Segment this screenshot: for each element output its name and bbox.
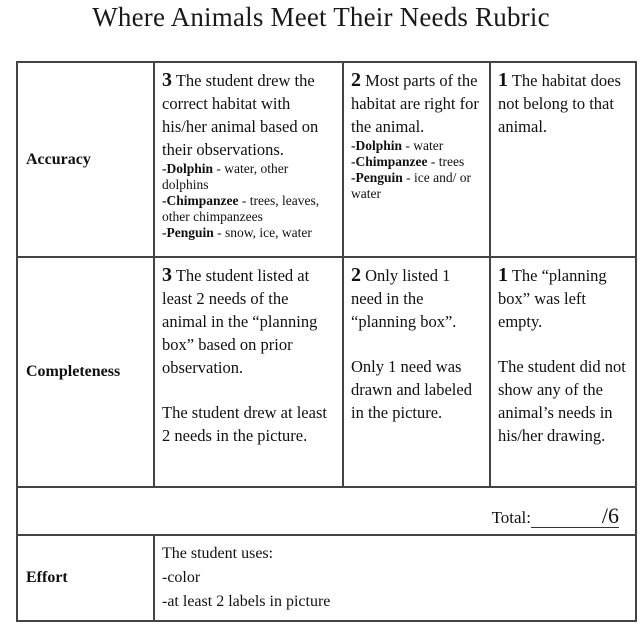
score-number: 2 [351, 69, 361, 91]
level-description-2: The student did not show any of the animal’s needs in his/her drawing. [498, 357, 626, 445]
level-2-cell [343, 62, 490, 257]
score-number: 2 [351, 264, 361, 286]
total-cell [17, 487, 636, 535]
effort-item: -color [162, 569, 201, 586]
total-label: Total: [491, 508, 531, 527]
level-description: The habitat does not belong to that animal. [498, 71, 621, 136]
criterion-label: Effort [17, 535, 154, 621]
example-list [351, 138, 483, 202]
rubric-row-completeness [17, 257, 636, 487]
score-number: 3 [162, 264, 172, 286]
page-title: Where Animals Meet Their Needs Rubric [92, 2, 550, 32]
example-item: -Penguin - ice and/ or water [351, 170, 471, 201]
level-2-cell [343, 257, 490, 487]
level-3-cell [154, 257, 343, 487]
rubric-row-effort [17, 535, 636, 621]
example-item: -Dolphin - water, other dolphins [162, 161, 289, 192]
effort-item: -at least 2 labels in picture [162, 593, 331, 610]
level-description-2: Only 1 need was drawn and labeled in the picture. [351, 357, 472, 422]
level-1-cell [490, 62, 636, 257]
level-description: The student listed at least 2 needs of the animal in the “planning box” based on prior observation. [162, 266, 318, 377]
example-item: -Penguin - snow, ice, water [162, 225, 312, 240]
effort-description [154, 535, 636, 621]
rubric-row-accuracy [17, 62, 636, 257]
effort-intro: The student uses: [162, 545, 274, 562]
criterion-label: Accuracy [17, 62, 154, 257]
example-list [162, 161, 336, 241]
criterion-label: Completeness [17, 257, 154, 487]
example-item: -Dolphin - water [351, 138, 444, 153]
level-description: Only listed 1 need in the “planning box”. [351, 266, 457, 331]
total-row [17, 487, 636, 535]
score-number: 1 [498, 69, 508, 91]
score-number: 3 [162, 69, 172, 91]
level-description: The “planning box” was left empty. [498, 266, 607, 331]
level-description-2: The student drew at least 2 needs in the picture. [162, 403, 327, 445]
rubric-table [16, 61, 637, 622]
score-number: 1 [498, 264, 508, 286]
level-3-cell [154, 62, 343, 257]
level-1-cell [490, 257, 636, 487]
example-item: -Chimpanzee - trees [351, 154, 465, 169]
total-score-blank: /6 [531, 505, 619, 528]
level-description: The student drew the correct habitat with his/her animal based on their observations. [162, 71, 319, 159]
level-description: Most parts of the habitat are right for the animal. [351, 71, 479, 136]
example-item: -Chimpanzee - trees, leaves, other chimpanzees [162, 193, 320, 224]
